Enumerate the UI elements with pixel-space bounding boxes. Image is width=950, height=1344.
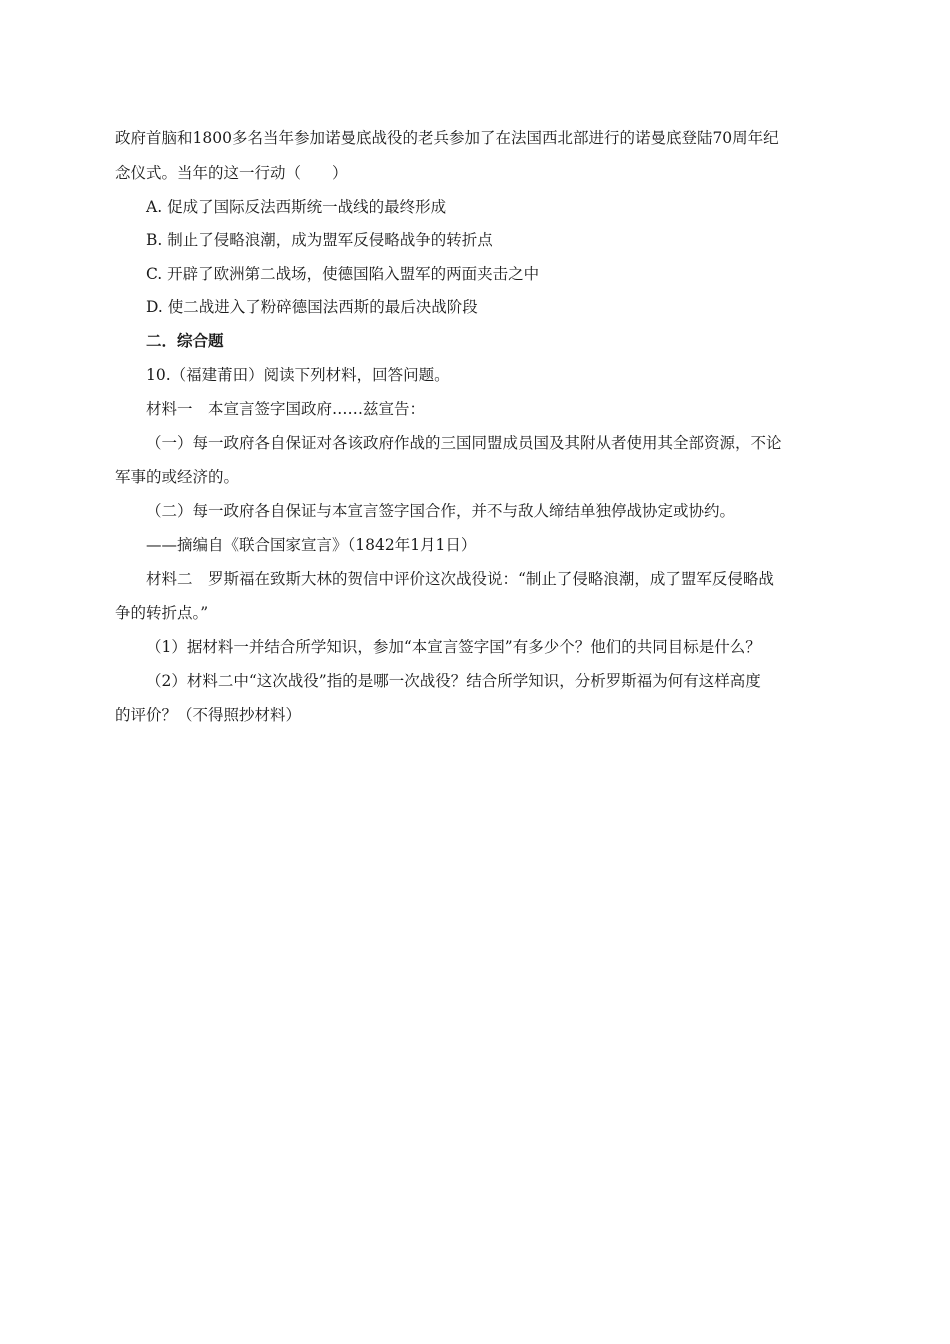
option-a	[146, 197, 446, 217]
option-a-label: A.	[146, 198, 163, 216]
sub-question-2-line-1: （2）材料二中“这次战役”指的是哪一次战役？结合所学知识，分析罗斯福为何有这样高度	[146, 672, 761, 690]
option-b-label: B.	[146, 231, 163, 249]
question-9-stem-line-2: 念仪式。当年的这一行动（ ）	[115, 164, 348, 182]
question-9-stem-line-1: 政府首脑和1800多名当年参加诺曼底战役的老兵参加了在法国西北部进行的诺曼底登陆70周年纪	[115, 129, 779, 147]
option-c-text: 开辟了欧洲第二战场，使德国陷入盟军的两面夹击之中	[167, 265, 540, 283]
question-10-intro: 10.（福建莆田）阅读下列材料，回答问题。	[146, 366, 450, 384]
material-1-title: 材料一 本宣言签字国政府……兹宣告：	[146, 400, 426, 418]
material-1-source: ——摘编自《联合国家宣言》（1842年1月1日）	[146, 536, 477, 554]
option-b-text: 制止了侵略浪潮，成为盟军反侵略战争的转折点	[167, 231, 493, 249]
option-c-label: C.	[146, 265, 163, 283]
option-c	[146, 264, 539, 284]
material-1-paragraph-1-line-1: （一）每一政府各自保证对各该政府作战的三国同盟成员国及其附从者使用其全部资源，不论	[146, 434, 782, 452]
material-1-paragraph-2: （二）每一政府各自保证与本宣言签字国合作，并不与敌人缔结单独停战协定或协约。	[146, 502, 736, 520]
option-b	[146, 230, 493, 250]
sub-question-2-line-2: 的评价？（不得照抄材料）	[115, 706, 302, 724]
material-2-line-2: 争的转折点。”	[115, 604, 209, 622]
option-d	[146, 297, 478, 317]
sub-question-1: （1）据材料一并结合所学知识，参加“本宣言签字国”有多少个？他们的共同目标是什么？	[146, 638, 761, 656]
option-a-text: 促成了国际反法西斯统一战线的最终形成	[167, 198, 447, 216]
material-2-line-1: 材料二 罗斯福在致斯大林的贺信中评价这次战役说：“制止了侵略浪潮，成了盟军反侵略战	[146, 570, 774, 588]
material-1-paragraph-1-line-2: 军事的或经济的。	[115, 468, 240, 486]
section-heading: 二．综合题	[146, 331, 224, 350]
option-d-label: D.	[146, 298, 163, 316]
option-d-text: 使二战进入了粉碎德国法西斯的最后决战阶段	[167, 298, 478, 316]
